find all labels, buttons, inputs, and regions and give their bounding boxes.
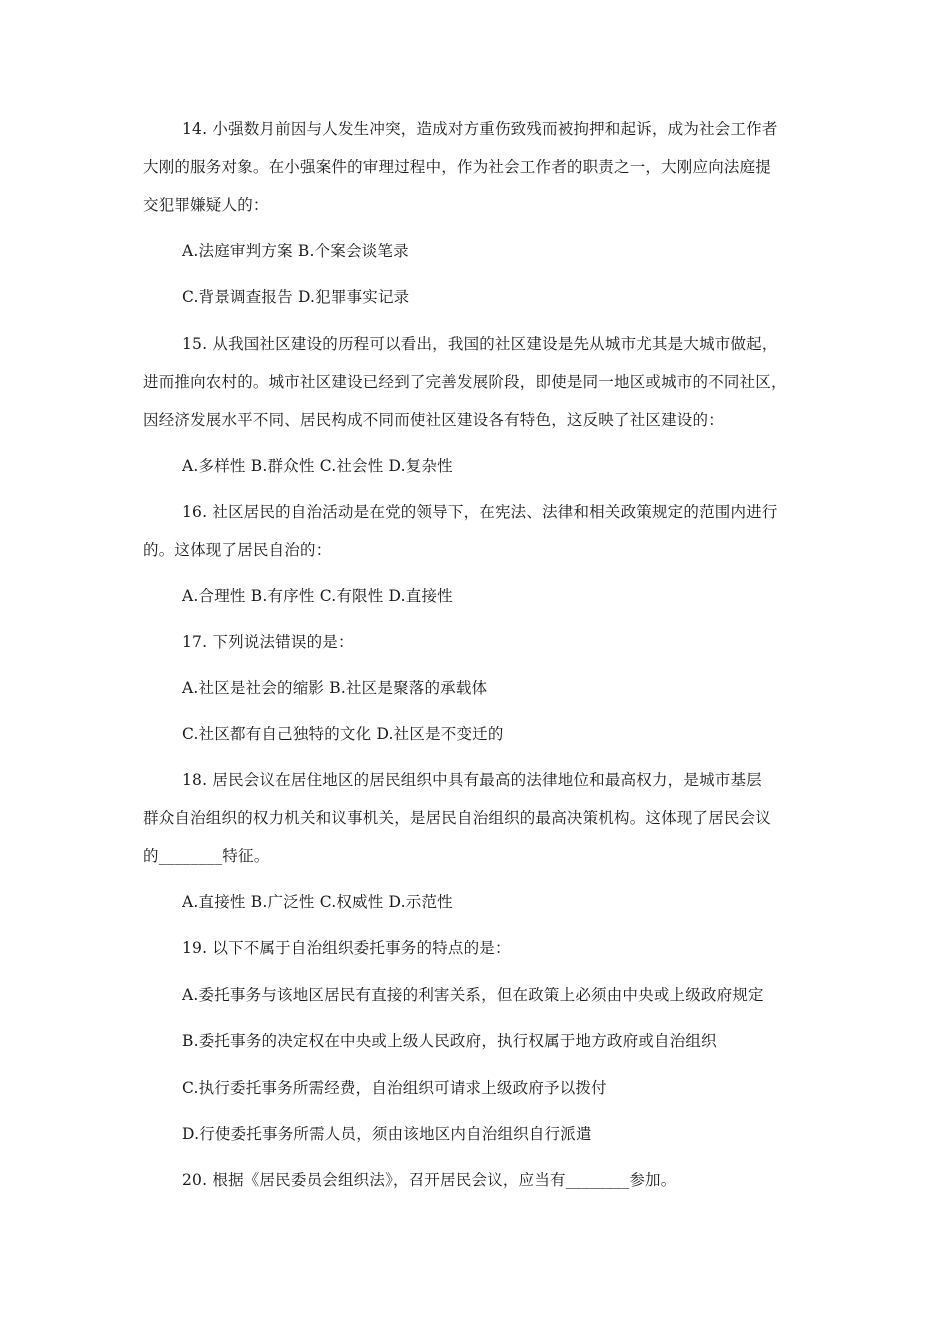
question-19-option-line-3: C.执行委托事务所需经费，自治组织可请求上级政府予以拨付 [182,1079,607,1097]
question-16-option-line-1: A.合理性 B.有序性 C.有限性 D.直接性 [182,587,453,605]
question-15-option-line-1: A.多样性 B.群众性 C.社会性 D.复杂性 [182,457,453,475]
question-14-line-1: 14. 小强数月前因与人发生冲突，造成对方重伤致残而被拘押和起诉，成为社会工作者 [182,120,778,138]
question-17-line-1: 17. 下列说法错误的是： [182,633,354,651]
question-19-option-line-1: A.委托事务与该地区居民有直接的利害关系，但在政策上必须由中央或上级政府规定 [182,986,764,1004]
question-19-option-line-2: B.委托事务的决定权在中央或上级人民政府，执行权属于地方政府或自治组织 [182,1032,717,1050]
question-15-line-3: 因经济发展水平不同、居民构成不同而使社区建设各有特色，这反映了社区建设的： [143,411,724,429]
question-20-line-1: 20. 根据《居民委员会组织法》，召开居民会议，应当有________参加。 [182,1171,677,1189]
question-14-line-2: 大刚的服务对象。在小强案件的审理过程中，作为社会工作者的职责之一，大刚应向法庭提 [143,158,772,176]
question-18-line-2: 群众自治组织的权力机关和议事机关，是居民自治组织的最高决策机构。这体现了居民会议 [143,809,772,827]
question-17-option-line-2: C.社区都有自己独特的文化 D.社区是不变迁的 [182,725,504,743]
question-14-option-line-2: C.背景调查报告 D.犯罪事实记录 [182,288,410,306]
question-14-line-3: 交犯罪嫌疑人的： [143,196,269,214]
question-18-option-line-1: A.直接性 B.广泛性 C.权威性 D.示范性 [182,893,453,911]
question-17-option-line-1: A.社区是社会的缩影 B.社区是聚落的承载体 [182,679,488,697]
question-18-line-3: 的________特征。 [143,847,270,865]
question-16-line-2: 的。这体现了居民自治的： [143,541,332,559]
question-15-line-1: 15. 从我国社区建设的历程可以看出，我国的社区建设是先从城市尤其是大城市做起， [182,335,778,353]
question-19-line-1: 19. 以下不属于自治组织委托事务的特点的是： [182,939,511,957]
question-18-line-1: 18. 居民会议在居住地区的居民组织中具有最高的法律地位和最高权力，是城市基层 [182,771,762,789]
question-14-option-line-1: A.法庭审判方案 B.个案会谈笔录 [182,242,409,260]
question-19-option-line-4: D.行使委托事务所需人员，须由该地区内自治组织自行派遣 [182,1125,592,1143]
question-15-line-2: 进而推向农村的。城市社区建设已经到了完善发展阶段，即使是同一地区或城市的不同社区， [143,373,787,391]
question-16-line-1: 16. 社区居民的自治活动是在党的领导下，在宪法、法律和相关政策规定的范围内进行 [182,503,778,521]
